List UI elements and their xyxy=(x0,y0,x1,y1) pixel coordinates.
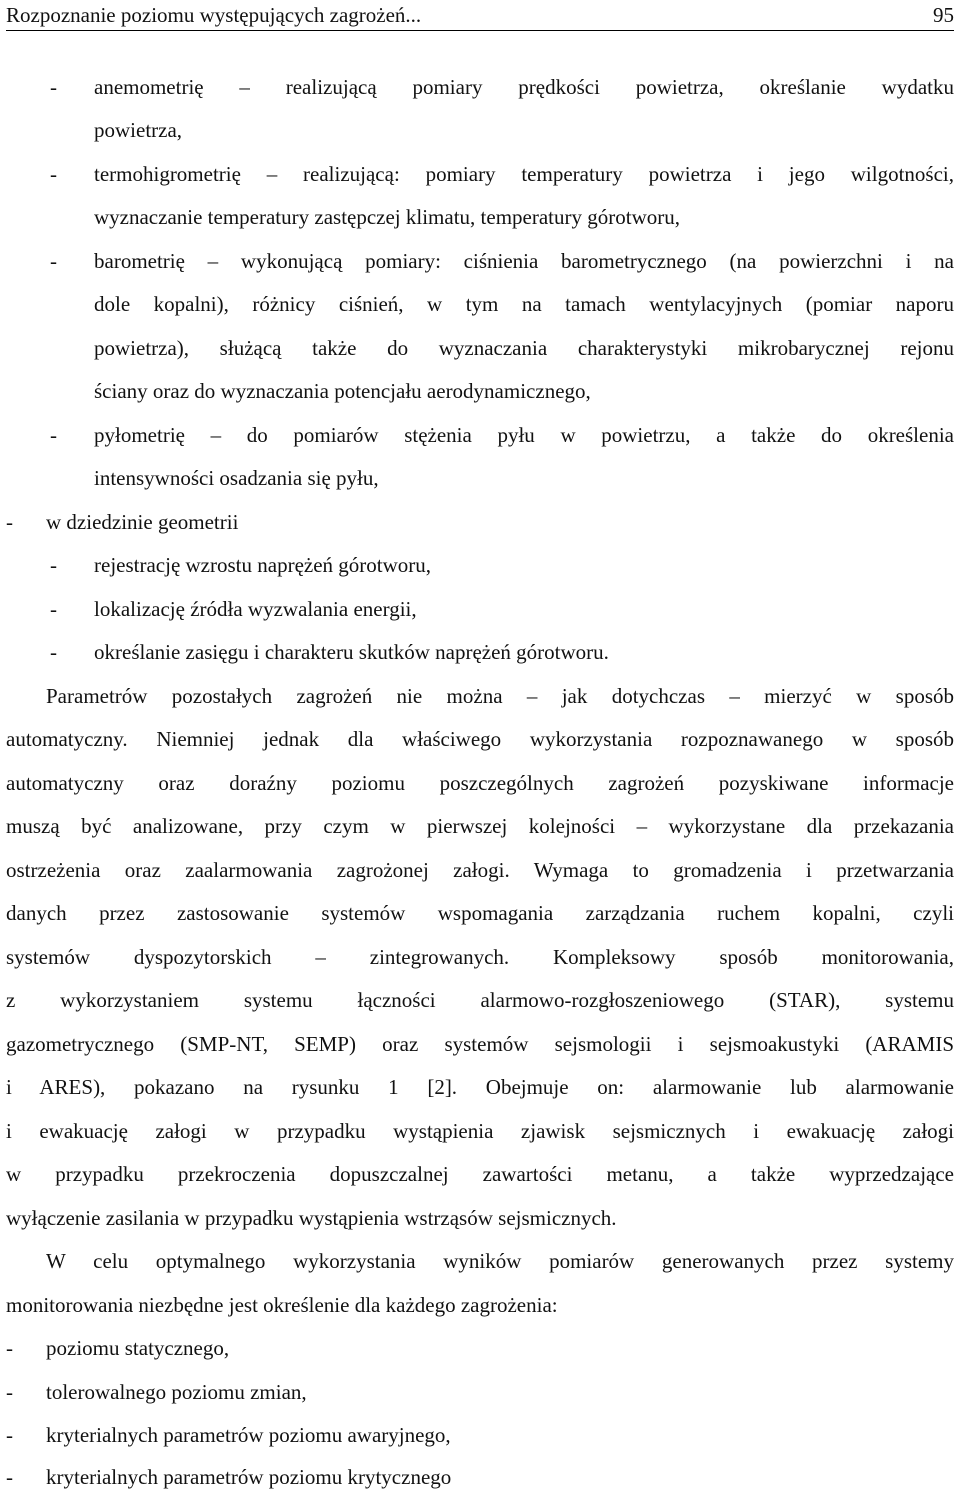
list-item-continuation: powietrza, xyxy=(94,118,183,142)
paragraph-line: i ewakuację załogi w przypadku wystąpienia zjawisk sejsmicznych i ewakuację załogi xyxy=(6,1119,954,1143)
paragraph-line: ostrzeżenia oraz zaalarmowania zagrożonej załogi. Wymaga to gromadzenia i przetwarzania xyxy=(6,858,954,882)
list-item-effects-range: określanie zasięgu i charakteru skutków naprężeń górotworu. xyxy=(94,640,609,664)
list-dash: - xyxy=(50,249,57,273)
paragraph-line: monitorowania niezbędne jest określenie dla każdego zagrożenia: xyxy=(6,1293,558,1317)
list-dash: - xyxy=(6,510,13,534)
list-dash: - xyxy=(50,553,57,577)
paragraph-line: automatyczny. Niemniej jednak dla właściwego wykorzystania rozpoznawanego w sposób xyxy=(6,727,954,751)
list-dash: - xyxy=(50,423,57,447)
list-item-barometry: barometrię – wykonującą pomiary: ciśnienia barometrycznego (na powierzchni i na xyxy=(94,249,954,273)
list-dash: - xyxy=(6,1423,13,1447)
list-item-continuation: intensywności osadzania się pyłu, xyxy=(94,466,379,490)
list-item-tolerable-level: tolerowalnego poziomu zmian, xyxy=(46,1380,307,1404)
list-item-continuation: dole kopalni), różnicy ciśnień, w tym na tamach wentylacyjnych (pomiar naporu xyxy=(94,292,954,316)
list-dash: - xyxy=(6,1465,13,1489)
list-dash: - xyxy=(50,597,57,621)
list-dash: - xyxy=(6,1336,13,1360)
list-dash: - xyxy=(50,640,57,664)
running-title: Rozpoznanie poziomu występujących zagrożeń... xyxy=(6,3,422,27)
paragraph-line: i ARES), pokazano na rysunku 1 [2]. Obejmuje on: alarmowanie lub alarmowanie xyxy=(6,1075,954,1099)
paragraph-line: z wykorzystaniem systemu łączności alarmowo-rozgłoszeniowego (STAR), systemu xyxy=(6,988,954,1012)
paragraph-line: automatyczny oraz doraźny poziomu poszczególnych zagrożeń pozyskiwane informacje xyxy=(6,771,954,795)
list-item-geometry: w dziedzinie geometrii xyxy=(46,510,239,534)
list-item-thermohygrometry: termohigrometrię – realizującą: pomiary temperatury powietrza i jego wilgotności, xyxy=(94,162,954,186)
paragraph-line: muszą być analizowane, przy czym w pierwszej kolejności – wykorzystane dla przekazania xyxy=(6,814,954,838)
paragraph-line: danych przez zastosowanie systemów wspomagania zarządzania ruchem kopalni, czyli xyxy=(6,901,954,925)
paragraph-line: wyłączenie zasilania w przypadku wystąpienia wstrząsów sejsmicznych. xyxy=(6,1206,617,1230)
paragraph-line: w przypadku przekroczenia dopuszczalnej zawartości metanu, a także wyprzedzające xyxy=(6,1162,954,1186)
list-item-energy-source: lokalizację źródła wyzwalania energii, xyxy=(94,597,417,621)
list-dash: - xyxy=(6,1380,13,1404)
paragraph-line: systemów dyspozytorskich – zintegrowanych. Kompleksowy sposób monitorowania, xyxy=(6,945,954,969)
paragraph-line: W celu optymalnego wykorzystania wyników pomiarów generowanych przez systemy xyxy=(46,1249,954,1273)
list-item-dust-measurement: pyłometrię – do pomiarów stężenia pyłu w powietrzu, a także do określenia xyxy=(94,423,954,447)
list-item-stress-registration: rejestrację wzrostu naprężeń górotworu, xyxy=(94,553,432,577)
list-item-emergency-level: kryterialnych parametrów poziomu awaryjnego, xyxy=(46,1423,451,1447)
list-item-static-level: poziomu statycznego, xyxy=(46,1336,230,1360)
list-item-critical-level: kryterialnych parametrów poziomu krytycznego xyxy=(46,1465,452,1489)
paragraph-line: Parametrów pozostałych zagrożeń nie można – jak dotychczas – mierzyć w sposób xyxy=(46,684,954,708)
list-dash: - xyxy=(50,75,57,99)
paragraph-line: gazometrycznego (SMP-NT, SEMP) oraz systemów sejsmologii i sejsmoakustyki (ARAMIS xyxy=(6,1032,954,1056)
page-number: 95 xyxy=(933,3,954,27)
list-item-continuation: ściany oraz do wyznaczania potencjału aerodynamicznego, xyxy=(94,379,591,403)
list-item-continuation: wyznaczanie temperatury zastępczej klimatu, temperatury górotworu, xyxy=(94,205,680,229)
page-header xyxy=(6,0,954,31)
list-dash: - xyxy=(50,162,57,186)
list-item-continuation: powietrza), służącą także do wyznaczania charakterystyki mikrobarycznej rejonu xyxy=(94,336,954,360)
list-item-anemometry: anemometrię – realizującą pomiary prędkości powietrza, określanie wydatku xyxy=(94,75,954,99)
